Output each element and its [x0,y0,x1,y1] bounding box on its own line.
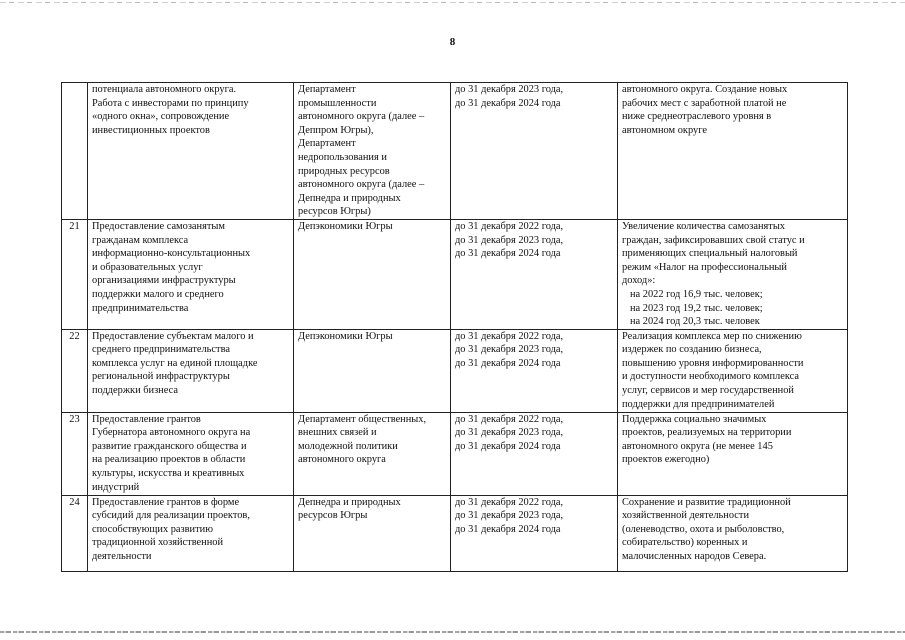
deadline-line: до 31 декабря 2023 года, [455,234,564,246]
table-row [62,329,848,412]
table-row [62,219,848,329]
result-cell [618,329,848,412]
event-line: Предоставление самозанятым [92,220,225,232]
result-line: услуг, сервисов и мер государственной [622,385,794,397]
result-line: автономного округа. Создание новых [622,84,788,95]
responsible-line: Депнедра и природных [298,496,401,508]
deadline-line: до 31 декабря 2023 года, [455,344,564,356]
result-line: автономном округе [622,124,707,136]
result-line: режим «Налог на профессиональный [622,261,787,273]
result-line: собирательство) коренных и [622,537,748,549]
event-line: информационно-консультационных [92,248,251,260]
measures-table [61,82,848,572]
responsible-line: автономного округа (далее – [298,111,425,123]
responsible-cell [294,83,451,220]
event-line: Работа с инвесторами по принципу [92,97,249,109]
deadline-line: до 31 декабря 2023 года, [455,427,564,439]
result-cell [618,495,848,571]
deadline-line: до 31 декабря 2022 года, [455,496,564,508]
event-line: индустрий [92,481,140,493]
responsible-line: автономного округа [298,454,386,466]
result-line: Поддержка социально значимых [622,413,767,425]
responsible-line: ресурсов Югры [298,510,368,522]
event-line: инвестиционных проектов [92,124,210,136]
result-line: применяющих специальный налоговый [622,248,798,260]
deadline-line: до 31 декабря 2022 года, [455,330,564,342]
event-line: региональной инфраструктуры [92,371,230,383]
result-line: и доступности необходимого комплекса [622,371,799,383]
result-target-line: на 2022 год 16,9 тыс. человек; [630,288,763,300]
event-line: Предоставление грантов в форме [92,496,240,508]
event-line: поддержки малого и среднего [92,288,224,300]
event-line: предпринимательства [92,302,189,314]
result-line: рабочих мест с заработной платой не [622,97,787,109]
event-line: деятельности [92,551,152,563]
responsible-line: ресурсов Югры) [298,206,371,218]
result-cell [618,219,848,329]
deadline-line: до 31 декабря 2023 года, [455,84,564,95]
responsible-line: Депэкономики Югры [298,330,393,342]
row-number-cell: 23 [62,412,88,495]
responsible-line: внешних связей и [298,427,377,439]
deadline-cell [451,412,618,495]
result-line: (оленеводство, охота и рыболовство, [622,523,785,535]
result-line: доход»: [622,275,656,287]
event-cell [88,329,294,412]
table-row [62,495,848,571]
event-line: культуры, искусства и креативных [92,468,245,480]
responsible-line: Департамент [298,138,356,150]
table-row [62,412,848,495]
event-line: способствующих развитию [92,523,213,535]
responsible-line: Депэкономики Югры [298,220,393,232]
result-line: граждан, зафиксировавших свой статус и [622,234,805,246]
result-line: малочисленных народов Севера. [622,551,767,563]
scan-edge-top [0,2,905,3]
event-cell [88,83,294,220]
event-cell [88,495,294,571]
responsible-line: Департамент общественных, [298,413,427,425]
event-line: традиционной хозяйственной [92,537,224,549]
result-line: издержек по созданию бизнеса, [622,344,762,356]
result-target-line: на 2024 год 20,3 тыс. человек [630,316,760,328]
event-cell [88,219,294,329]
event-line: комплекса услуг на единой площадке [92,357,258,369]
responsible-cell [294,495,451,571]
result-cell [618,83,848,220]
event-line: субсидий для реализации проектов, [92,510,250,522]
responsible-cell [294,329,451,412]
result-cell [618,412,848,495]
event-line: на реализацию проектов в области [92,454,246,466]
result-line: ниже среднеотраслевого уровня в [622,111,772,123]
deadline-line: до 31 декабря 2022 года, [455,220,564,232]
deadline-line: до 31 декабря 2024 года [455,97,561,109]
page-number: 8 [449,36,456,48]
deadline-cell [451,495,618,571]
responsible-line: Департамент [298,84,356,95]
responsible-line: молодежной политики [298,440,398,452]
deadline-cell [451,219,618,329]
event-line: организациями инфраструктуры [92,275,236,287]
event-line: среднего предпринимательства [92,344,230,356]
result-line: Увеличение количества самозанятых [622,220,786,232]
result-line: Сохранение и развитие традиционной [622,496,791,508]
result-line: проектов ежегодно) [622,454,710,466]
deadline-cell [451,329,618,412]
result-line: повышению уровня информированности [622,357,804,369]
event-cell [88,412,294,495]
row-number-cell: 22 [62,329,88,412]
deadline-line: до 31 декабря 2024 года [455,440,561,452]
deadline-line: до 31 декабря 2023 года, [455,510,564,522]
scan-edge-bottom [0,631,905,633]
responsible-line: промышленности [298,97,377,109]
event-line: Губернатора автономного округа на [92,427,251,439]
responsible-line: недропользования и [298,151,387,163]
deadline-line: до 31 декабря 2024 года [455,523,561,535]
table-row [62,83,848,220]
event-line: Предоставление грантов [92,413,201,425]
result-line: хозяйственной деятельности [622,510,750,522]
responsible-line: природных ресурсов [298,165,390,177]
event-line: Предоставление субъектам малого и [92,330,254,342]
result-line: автономного округа (не менее 145 [622,440,773,452]
row-number-cell [62,83,88,220]
responsible-line: Деппром Югры), [298,124,374,136]
result-line: Реализация комплекса мер по снижению [622,330,802,342]
event-line: гражданам комплекса [92,234,189,246]
deadline-line: до 31 декабря 2024 года [455,248,561,260]
row-number-cell: 21 [62,219,88,329]
result-line: поддержки для предпринимателей [622,398,775,410]
event-line: поддержки бизнеса [92,385,178,397]
result-line: проектов, реализуемых на территории [622,427,792,439]
responsible-cell [294,219,451,329]
event-line: и образовательных услуг [92,261,203,273]
event-line: «одного окна», сопровождение [92,111,230,123]
responsible-cell [294,412,451,495]
row-number-cell: 24 [62,495,88,571]
deadline-line: до 31 декабря 2024 года [455,357,561,369]
event-line: развитие гражданского общества и [92,440,247,452]
result-target-line: на 2023 год 19,2 тыс. человек; [630,302,763,314]
responsible-line: автономного округа (далее – [298,179,425,191]
deadline-cell [451,83,618,220]
deadline-line: до 31 декабря 2022 года, [455,413,564,425]
event-line: потенциала автономного округа. [92,84,237,95]
responsible-line: Депнедра и природных [298,192,401,204]
